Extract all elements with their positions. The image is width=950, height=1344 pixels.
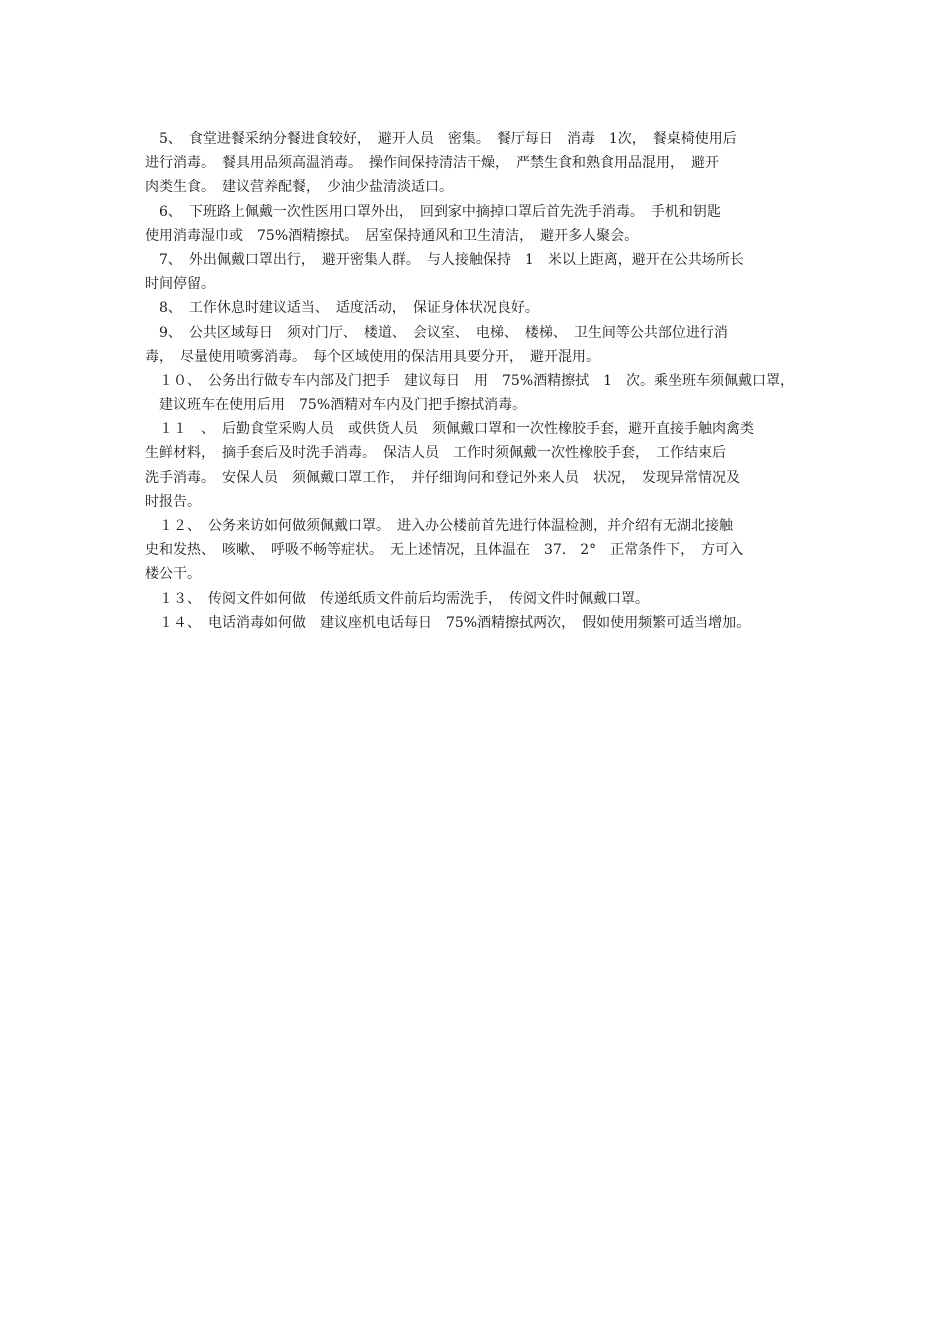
text-line: １０、 公务出行做专车内部及门把手 建议每日 用 75%酒精擦拭 1 次。乘坐班车须佩戴口罩，: [145, 372, 795, 389]
text-line: 建议班车在使用后用 75%酒精对车内及门把手擦拭消毒。: [145, 397, 527, 414]
text-line: 5、 食堂进餐采纳分餐进食较好， 避开人员 密集。 餐厅每日 消毒 1次， 餐桌椅使用后: [145, 131, 737, 147]
text-line: 肉类生食。 建议营养配餐， 少油少盐清淡适口。: [145, 179, 453, 196]
text-line: 使用消毒湿巾或 75%酒精擦拭。 居室保持通风和卫生清洁， 避开多人聚会。: [145, 227, 639, 244]
text-line: 楼公干。: [145, 566, 201, 583]
text-line: １４、 电话消毒如何做 建议座机电话每日 75%酒精擦拭两次， 假如使用频繁可适当增加。: [145, 614, 751, 631]
text-line: 洗手消毒。 安保人员 须佩戴口罩工作， 并仔细询问和登记外来人员 状况， 发现异常情况及: [145, 469, 740, 486]
text-line: 8、 工作休息时建议适当、 适度活动， 保证身体状况良好。: [145, 300, 539, 317]
document-body: [145, 127, 825, 635]
text-line: １２、 公务来访如何做须佩戴口罩。 进入办公楼前首先进行体温检测，并介绍有无湖北接触: [145, 518, 733, 534]
text-line: 生鲜材料， 摘手套后及时洗手消毒。 保洁人员 工作时须佩戴一次性橡胶手套， 工作结束后: [145, 445, 726, 462]
text-line: 时报告。: [145, 493, 201, 510]
text-line: 7、 外出佩戴口罩出行， 避开密集人群。 与人接触保持 1 米以上距离，避开在公共场所长: [145, 251, 744, 268]
text-line: 时间停留。: [145, 276, 215, 293]
text-line: 6、 下班路上佩戴一次性医用口罩外出， 回到家中摘掉口罩后首先洗手消毒。 手机和钥匙: [145, 203, 721, 220]
text-line: １３、 传阅文件如何做 传递纸质文件前后均需洗手， 传阅文件时佩戴口罩。: [145, 590, 649, 607]
text-line: １１ 、 后勤食堂采购人员 或供货人员 须佩戴口罩和一次性橡胶手套，避开直接手触肉禽类: [145, 421, 754, 438]
text-line: 9、 公共区域每日 须对门厅、 楼道、 会议室、 电梯、 楼梯、 卫生间等公共部位进行消: [145, 324, 728, 341]
text-line: 毒， 尽量使用喷雾消毒。 每个区域使用的保洁用具要分开， 避开混用。: [145, 348, 600, 365]
text-line: 进行消毒。 餐具用品须高温消毒。 操作间保持清洁干燥， 严禁生食和熟食用品混用， 避开: [145, 155, 719, 172]
text-line: 史和发热、 咳嗽、 呼吸不畅等症状。 无上述情况，且体温在 37. 2° 正常条件下， 方可入: [145, 542, 744, 559]
